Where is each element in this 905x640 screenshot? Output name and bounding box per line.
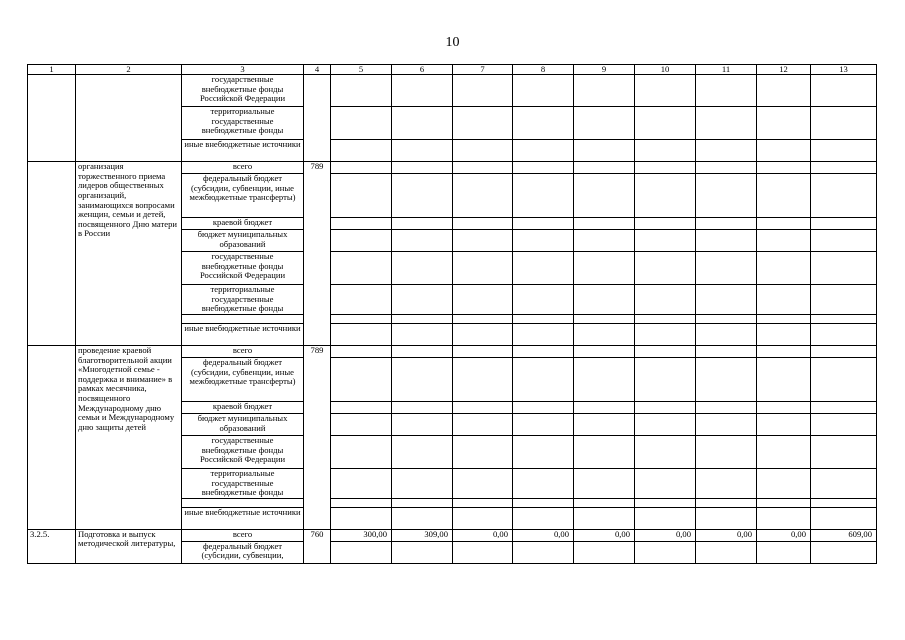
blank-cell <box>304 75 331 162</box>
activity-name: Подготовка и выпуск методической литературы, <box>76 529 182 563</box>
source-cell: иные внебюджетные источники <box>182 507 304 529</box>
value-cell: 0,00 <box>453 529 513 541</box>
header-cell: 4 <box>304 65 331 75</box>
source-cell: государственные внебюджетные фонды Российской Федерации <box>182 435 304 468</box>
header-row <box>28 65 877 75</box>
value-cell: 0,00 <box>696 529 757 541</box>
blank-cell <box>28 75 76 162</box>
activity-name: проведение краевой благотворительной акции «Многодетной семье - поддержка и внимание» в рамках месячника, посвященного Международному дню семьи и Международному дню защиты детей <box>76 345 182 529</box>
table-row <box>28 345 877 357</box>
source-cell: краевой бюджет <box>182 218 304 230</box>
source-cell: бюджет муниципальных образований <box>182 230 304 252</box>
activity-code: 760 <box>304 529 331 563</box>
source-cell: государственные внебюджетные фонды Российской Федерации <box>182 75 304 107</box>
budget-table <box>27 64 877 564</box>
value-cell: 309,00 <box>392 529 453 541</box>
item-number: 3.2.5. <box>28 529 76 563</box>
activity-code: 789 <box>304 345 331 529</box>
source-cell: всего <box>182 345 304 357</box>
source-cell: федеральный бюджет (субсидии, субвенции, иные межбюджетные трансферты) <box>182 357 304 401</box>
table-row <box>28 75 877 107</box>
source-cell: территориальные государственные внебюджетные фонды <box>182 285 304 315</box>
value-cell: 300,00 <box>331 529 392 541</box>
header-cell: 8 <box>513 65 574 75</box>
source-cell: всего <box>182 529 304 541</box>
source-cell: краевой бюджет <box>182 401 304 413</box>
value-cell: 0,00 <box>574 529 635 541</box>
blank-cell <box>28 162 76 346</box>
header-cell: 9 <box>574 65 635 75</box>
value-cell: 0,00 <box>757 529 811 541</box>
header-cell: 7 <box>453 65 513 75</box>
source-cell: иные внебюджетные источники <box>182 323 304 345</box>
blank-cell <box>76 75 182 162</box>
source-cell: государственные внебюджетные фонды Российской Федерации <box>182 252 304 285</box>
source-cell: иные внебюджетные источники <box>182 140 304 162</box>
header-cell: 13 <box>811 65 877 75</box>
blank-cell <box>28 345 76 529</box>
header-cell: 6 <box>392 65 453 75</box>
source-cell: всего <box>182 162 304 174</box>
header-cell: 5 <box>331 65 392 75</box>
header-cell: 3 <box>182 65 304 75</box>
activity-name: организация торжественного приема лидеров общественных организаций, занимающихся вопросами женщин, семьи и детей, посвященного Дню матери в России <box>76 162 182 346</box>
header-cell: 10 <box>635 65 696 75</box>
header-cell: 12 <box>757 65 811 75</box>
value-cell: 0,00 <box>635 529 696 541</box>
page-number: 10 <box>445 35 460 50</box>
value-cell: 609,00 <box>811 529 877 541</box>
value-cell: 0,00 <box>513 529 574 541</box>
header-cell: 2 <box>76 65 182 75</box>
source-cell: территориальные государственные внебюджетные фонды <box>182 468 304 498</box>
source-cell: федеральный бюджет (субсидии, субвенции, <box>182 541 304 563</box>
table-row <box>28 529 877 541</box>
header-cell: 11 <box>696 65 757 75</box>
source-cell: федеральный бюджет (субсидии, субвенции, иные межбюджетные трансферты) <box>182 174 304 218</box>
activity-code: 789 <box>304 162 331 346</box>
source-cell: бюджет муниципальных образований <box>182 413 304 435</box>
table-row <box>28 162 877 174</box>
source-cell: территориальные государственные внебюджетные фонды <box>182 107 304 140</box>
header-cell: 1 <box>28 65 76 75</box>
